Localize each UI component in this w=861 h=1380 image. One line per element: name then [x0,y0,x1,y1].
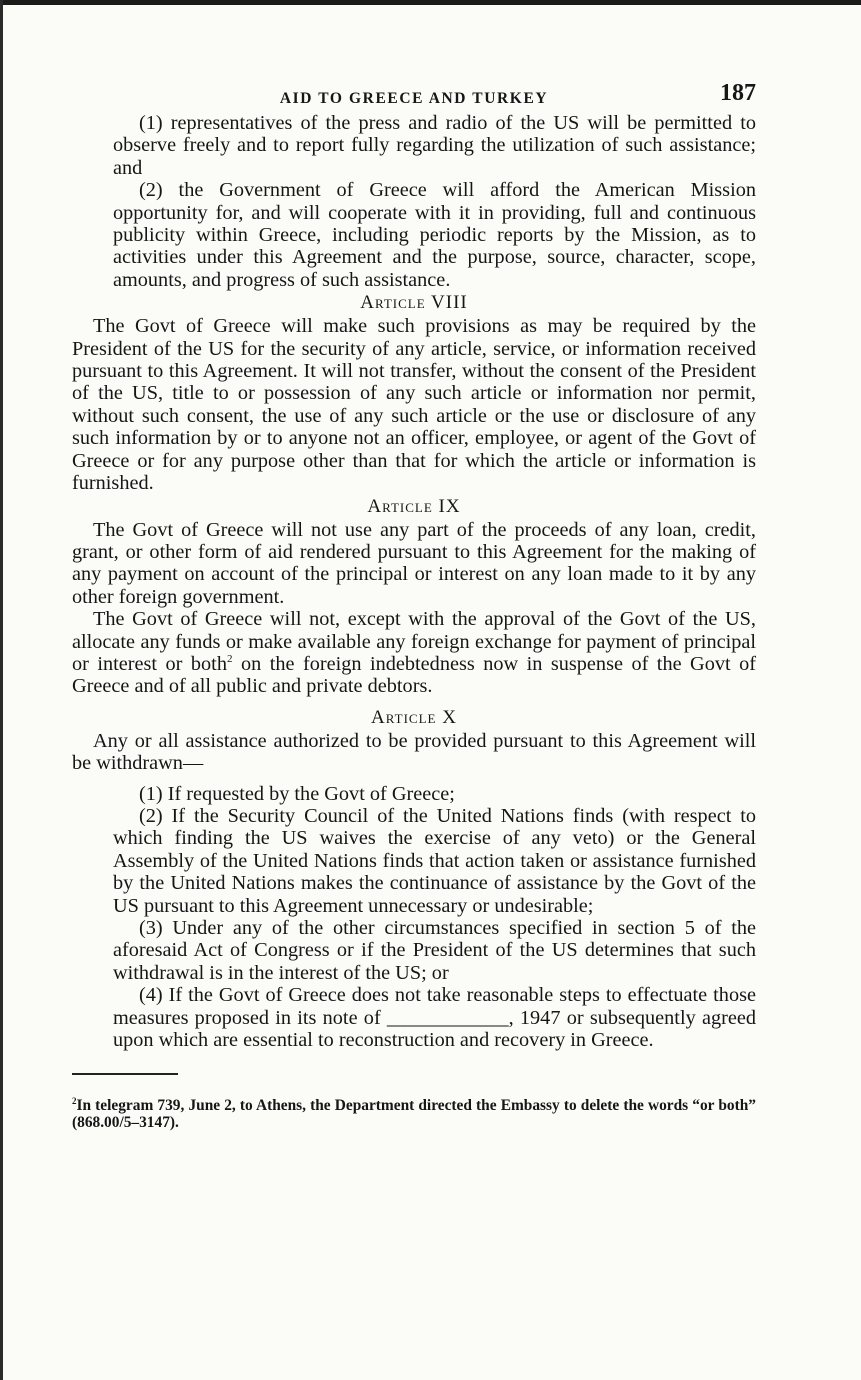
article-viii-text: The Govt of Greece will make such provisions as may be required by the President of the US for the security of any article, service, or information received pursuant to this Agreement. It will not transfer, without the consent of the President of the US, title to or possession of any such article or information nor permit, without such consent, the use of any such article or the use or disclosure of any such information by or to anyone not an officer, employee, or agent of the Govt of Greece or for any purpose other than that for which the article or information is furnished. [72,315,756,495]
article-ix-paragraph-2 [72,608,756,698]
article-ix-paragraph-1: The Govt of Greece will not use any part of the proceeds of any loan, credit, grant, or other form of aid rendered pursuant to this Agreement for the making of any payment on account of the principal or interest on any loan made to it by any other foreign government. [72,518,756,608]
footnote-text: In telegram 739, June 2, to Athens, the Department directed the Embassy to delete the words “or both” (868.00/5–3147). [72,1096,756,1131]
article-ix-p2-text-before: The Govt of Greece will not, except with the approval of the Govt of the US, allocate any funds or make available any foreign exchange for payment of principal or interest or both [72,608,756,675]
withdrawal-condition-4: (4) If the Govt of Greece does not take reasonable steps to effectuate those measures proposed in its note of ____________, 1947 or subsequently agreed upon which are essential to reconstruction and recovery in Greece. [113,984,756,1052]
press-radio-item: (1) representatives of the press and radio of the US will be permitted to observe freely and to report fully regarding the utilization of such assistance; and [113,112,756,179]
withdrawal-condition-2: (2) If the Security Council of the United Nations finds (with respect to which finding the US waives the exercise of any veto) or the General Assembly of the United Nations finds that action taken or assistance furnished by the United Nations makes the continuance of assistance by the Govt of the US pursuant to this Agreement unnecessary or undesirable; [113,804,756,917]
footnote-rule [72,1073,178,1075]
article-ix-p2-text-after: on the foreign indebtedness now in suspense of the Govt of Greece and of all public and private debtors. [72,652,756,698]
publicity-item: (2) the Government of Greece will afford the American Mission opportunity for, and will cooperate with it in providing, full and continuous publicity within Greece, including periodic reports by the Mission, as to activities under this Agreement and the purpose, source, character, scope, amounts, and progress of such assistance. [113,179,756,291]
running-head [72,80,756,112]
page-number: 187 [720,80,756,106]
footnote-reference: 2 [226,653,233,666]
article-viii-heading: Article VIII [360,292,468,314]
withdrawal-condition-3: (3) Under any of the other circumstances specified in section 5 of the aforesaid Act of Congress or if the President of the US determines that such withdrawal is in the interest of the US; or [113,917,756,984]
document-page [72,80,756,1131]
article-x-heading: Article X [371,706,457,728]
article-ix-heading: Article IX [367,495,461,517]
article-x-intro: Any or all assistance authorized to be provided pursuant to this Agreement will be withdrawn— [72,729,756,775]
top-scan-edge [0,0,861,5]
footnote [72,1097,756,1131]
left-scan-edge [0,0,3,1380]
footnote-marker: 2 [72,1095,77,1106]
running-head-title: AID TO GREECE AND TURKEY [279,90,549,107]
withdrawal-condition-1: (1) If requested by the Govt of Greece; [139,782,455,805]
